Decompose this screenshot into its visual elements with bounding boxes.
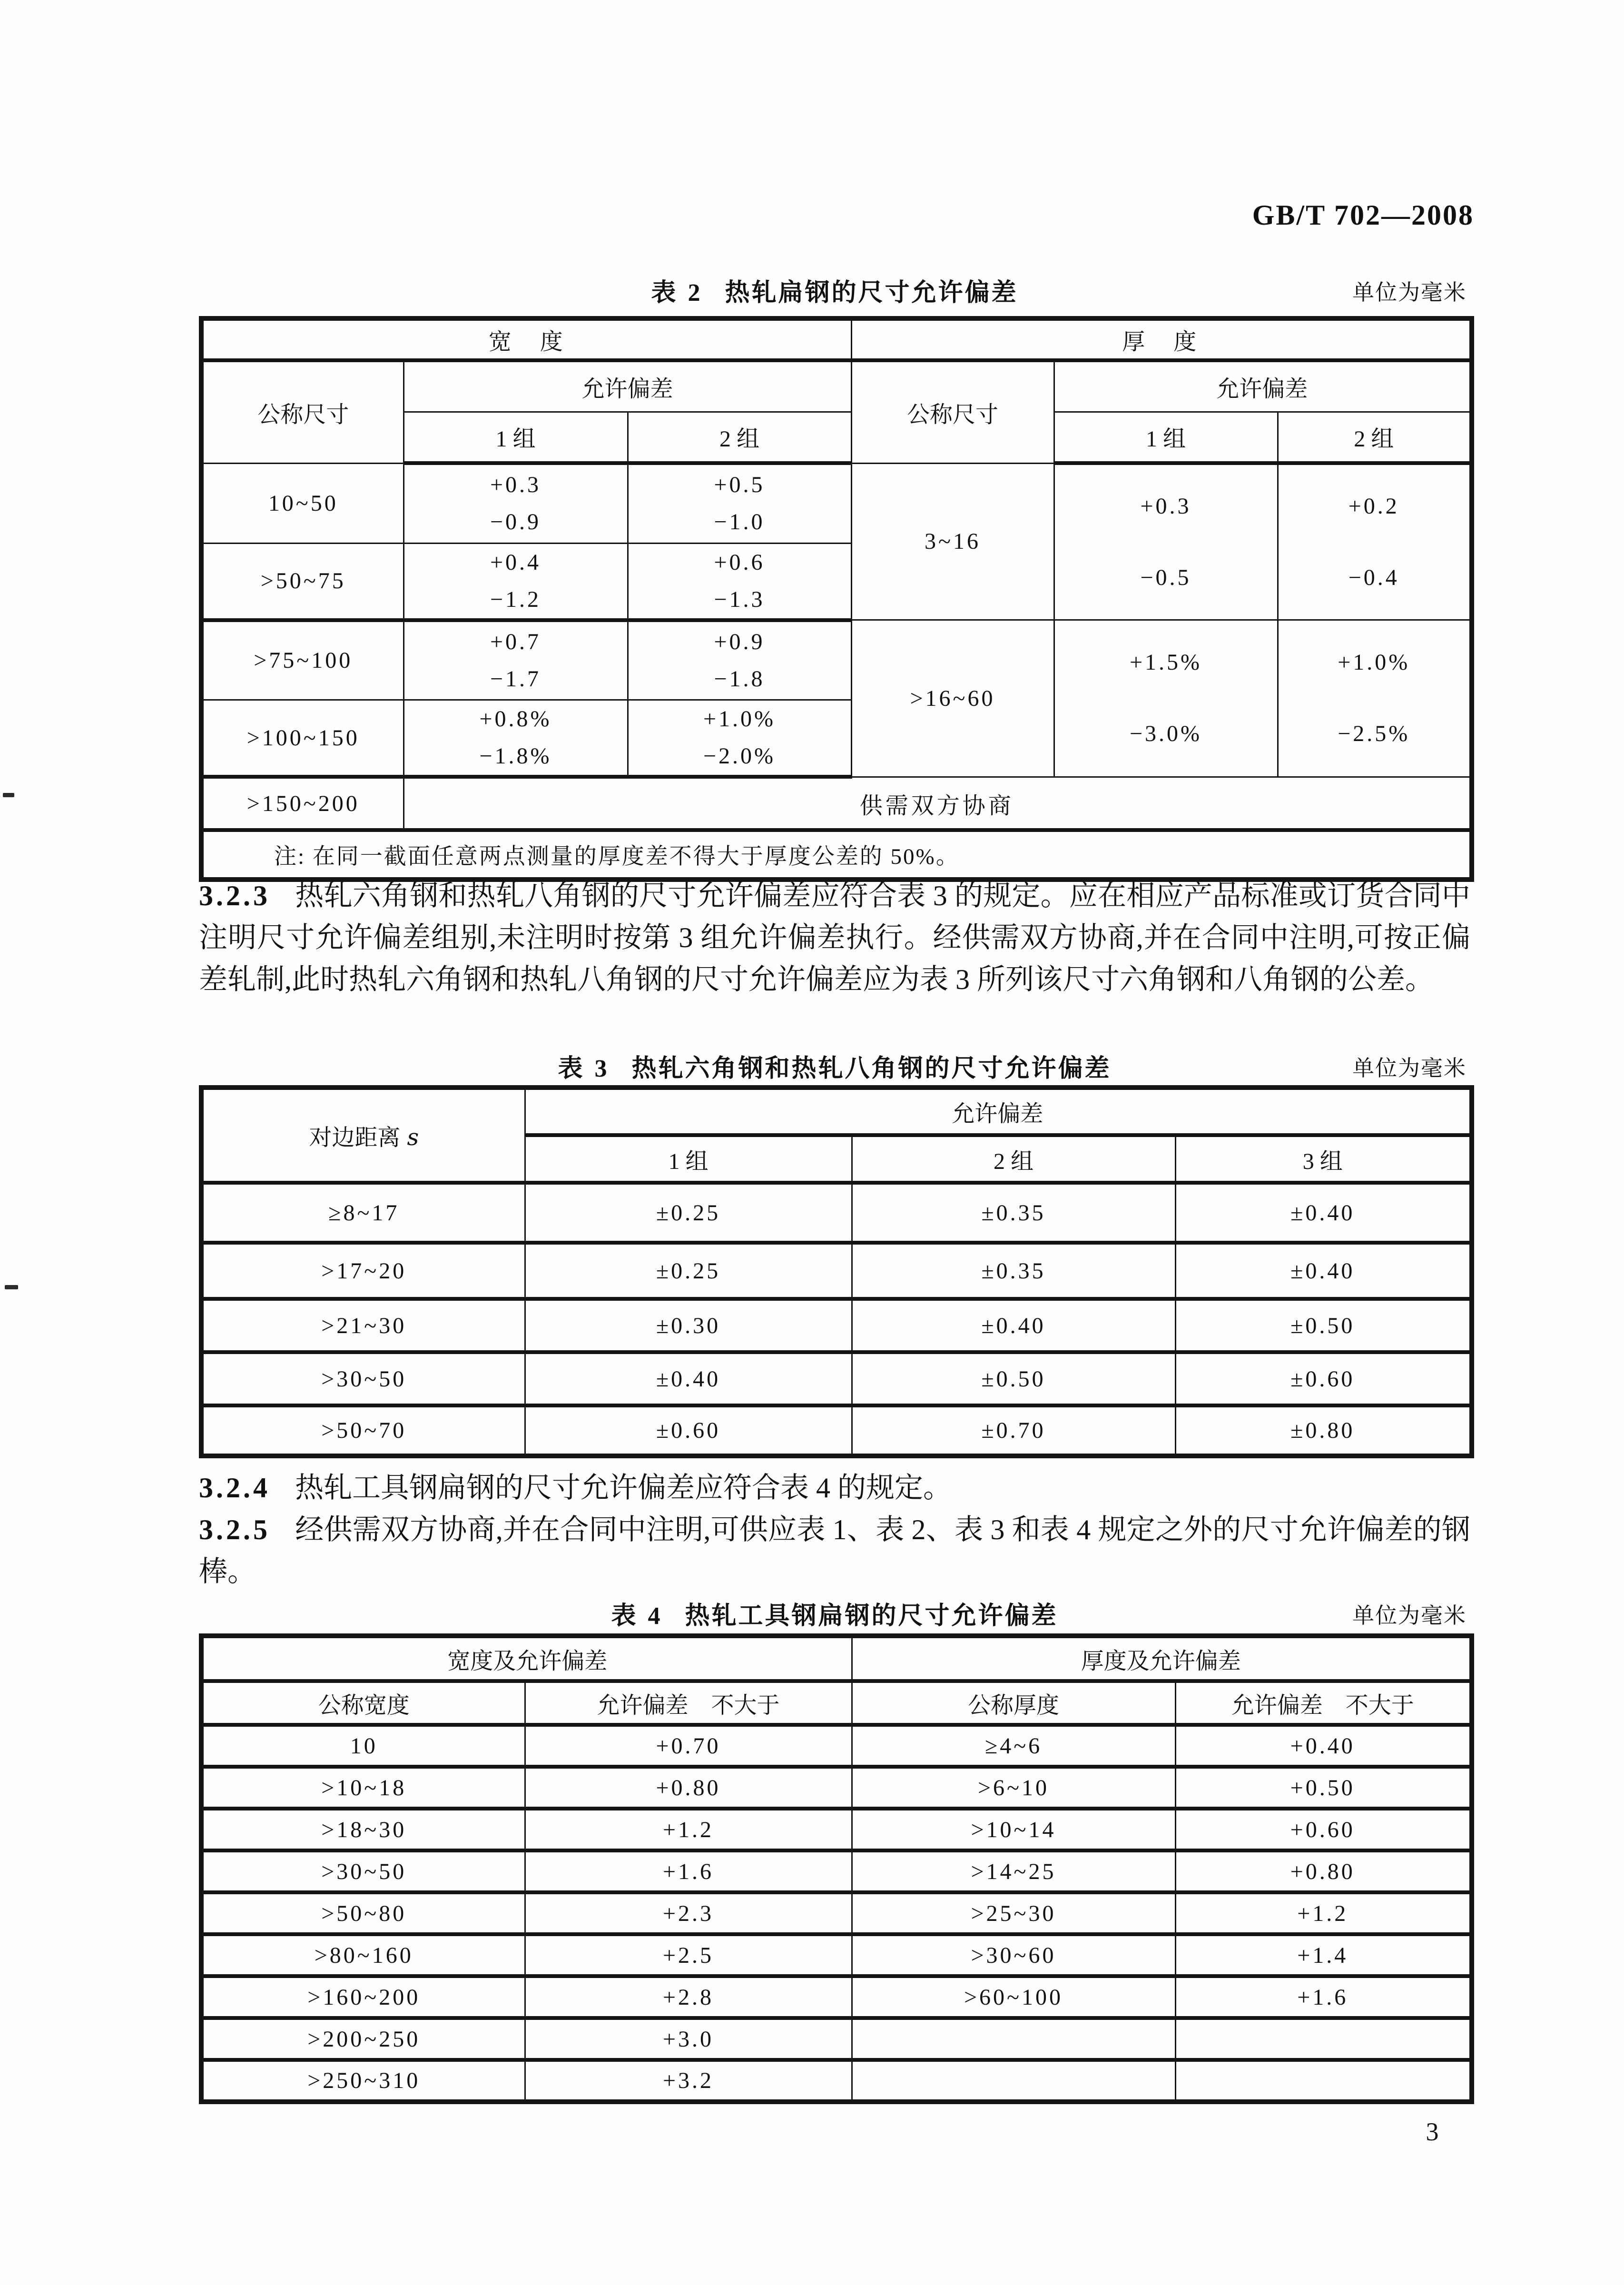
t4-cell-size: >25~30	[852, 1892, 1175, 1934]
scan-artifact	[3, 793, 14, 797]
t4-width-dev-header: 允许偏差 不大于	[525, 1681, 852, 1725]
clause-text: 经供需双方协商,并在合同中注明,可供应表 1、表 2、表 3 和表 4 规定之外的尺寸允许偏差的钢棒。	[199, 1514, 1470, 1587]
t2-cell-dev	[628, 700, 851, 777]
t3-group1-header: 1 组	[525, 1135, 852, 1183]
table2-caption-label: 表 2	[651, 279, 703, 307]
t2-cell-dev	[1278, 463, 1472, 620]
t3-cell-dev: ±0.60	[1175, 1352, 1472, 1405]
t2-cell-dev	[628, 543, 851, 620]
clause-number: 3.2.3	[199, 880, 270, 911]
dev-minus: −2.0%	[703, 743, 776, 769]
table4-caption	[199, 1595, 1470, 1631]
t3-cell-size: >50~70	[201, 1405, 525, 1456]
t4-cell-dev: +1.2	[525, 1809, 852, 1850]
clause-3-2-3	[199, 875, 1470, 1000]
t4-cell-dev: +1.4	[1175, 1934, 1472, 1976]
t3-cell-dev: ±0.25	[525, 1183, 852, 1243]
t3-cell-dev: ±0.50	[852, 1352, 1175, 1405]
t4-cell-dev: +0.80	[525, 1767, 852, 1809]
t3-cell-dev: ±0.40	[1175, 1183, 1472, 1243]
t4-thickness-name-header: 公称厚度	[852, 1681, 1175, 1725]
t2-cell-dev	[628, 463, 851, 543]
table4-caption-label: 表 4	[611, 1602, 663, 1630]
t4-cell-dev: +1.6	[1175, 1976, 1472, 2018]
t2-cell-dev	[404, 463, 628, 543]
t4-cell-dev: +2.8	[525, 1976, 852, 2018]
t3-cell-dev: ±0.40	[852, 1299, 1175, 1352]
t4-thickness-group-header: 厚度及允许偏差	[852, 1636, 1472, 1681]
t2-negotiate-cell: 供需双方协商	[404, 777, 1472, 830]
table2-flat-steel-tolerances	[199, 316, 1474, 882]
dev-plus: +1.5%	[1129, 650, 1202, 675]
clause-3-2-5	[199, 1509, 1470, 1593]
table4-tool-steel-tolerances	[199, 1633, 1474, 2104]
t3-dim-header	[201, 1088, 525, 1183]
t4-cell-dev: +1.6	[525, 1850, 852, 1892]
t2-cell-dev	[628, 620, 851, 700]
t2-cell-dev	[404, 700, 628, 777]
t4-cell-size: >50~80	[201, 1892, 525, 1934]
t2-cell-dev	[1278, 620, 1472, 777]
dev-minus: −2.5%	[1338, 721, 1410, 747]
t4-cell-dev: +0.60	[1175, 1809, 1472, 1850]
dev-plus: +1.0%	[1338, 650, 1410, 675]
t3-cell-dev: ±0.60	[525, 1405, 852, 1456]
t3-cell-size: ≥8~17	[201, 1183, 525, 1243]
t4-cell-empty	[1175, 2060, 1472, 2102]
t2-cell-size: >16~60	[851, 620, 1054, 777]
t4-cell-dev: +0.40	[1175, 1725, 1472, 1767]
t4-cell-dev: +2.5	[525, 1934, 852, 1976]
dev-minus: −1.7	[490, 666, 541, 692]
t4-cell-size: >6~10	[852, 1767, 1175, 1809]
t3-cell-dev: ±0.40	[525, 1352, 852, 1405]
t3-dev-header: 允许偏差	[525, 1088, 1472, 1135]
t2-cell-dev	[1054, 463, 1278, 620]
t4-cell-size: >60~100	[852, 1976, 1175, 2018]
t3-group3-header: 3 组	[1175, 1135, 1472, 1183]
dev-minus: −1.8%	[479, 743, 552, 769]
t3-cell-dev: ±0.80	[1175, 1405, 1472, 1456]
dev-plus: +0.5	[714, 472, 765, 498]
t4-cell-empty	[1175, 2018, 1472, 2060]
t2-cell-dev	[1054, 620, 1278, 777]
t3-cell-dev: ±0.50	[1175, 1299, 1472, 1352]
table4-unit-label: 单位为毫米	[1352, 1603, 1467, 1628]
t2-thickness-group1-header: 1 组	[1054, 412, 1278, 463]
table2-caption-title: 热轧扁钢的尺寸允许偏差	[725, 279, 1018, 307]
t4-cell-dev: +3.0	[525, 2018, 852, 2060]
t2-cell-size: >100~150	[201, 700, 404, 777]
table3-hexagon-octagon-tolerances	[199, 1085, 1474, 1458]
t2-width-group1-header: 1 组	[404, 412, 628, 463]
t2-thickness-dev-header: 允许偏差	[1054, 360, 1472, 412]
page-number: 3	[1426, 2117, 1439, 2146]
dev-plus: +1.0%	[703, 706, 776, 732]
scan-artifact	[5, 1285, 18, 1289]
t4-cell-empty	[852, 2018, 1175, 2060]
t3-cell-size: >17~20	[201, 1243, 525, 1299]
t3-cell-dev: ±0.40	[1175, 1243, 1472, 1299]
t2-thickness-group-header: 厚 度	[851, 318, 1472, 360]
t4-width-group-header: 宽度及允许偏差	[201, 1636, 852, 1681]
t3-group2-header: 2 组	[852, 1135, 1175, 1183]
t3-cell-dev: ±0.25	[525, 1243, 852, 1299]
clause-text: 热轧六角钢和热轧八角钢的尺寸允许偏差应符合表 3 的规定。应在相应产品标准或订货合同中注明尺寸允许偏差组别,未注明时按第 3 组允许偏差执行。经供需双方协商,并在合同中注明,可按正偏差轧制,此时热轧六角钢和热轧八角钢的尺寸允许偏差应为表 3 所列该尺寸六角钢和八角钢的公差。	[199, 880, 1470, 995]
t2-cell-dev	[404, 543, 628, 620]
table3-unit-label: 单位为毫米	[1352, 1056, 1467, 1080]
t4-cell-dev: +3.2	[525, 2060, 852, 2102]
t4-cell-size: 10	[201, 1725, 525, 1767]
t3-cell-dev: ±0.70	[852, 1405, 1175, 1456]
t4-cell-dev: +0.50	[1175, 1767, 1472, 1809]
dev-minus: −1.3	[714, 586, 765, 612]
t3-cell-size: >21~30	[201, 1299, 525, 1352]
t4-cell-dev: +1.2	[1175, 1892, 1472, 1934]
table2-caption	[199, 272, 1470, 308]
t2-thickness-group2-header: 2 组	[1278, 412, 1472, 463]
dev-minus: −1.8	[714, 666, 765, 692]
dev-plus: +0.2	[1348, 494, 1399, 519]
clauses-3-2-4-and-3-2-5	[199, 1467, 1470, 1593]
t4-cell-size: >30~50	[201, 1850, 525, 1892]
clause-text: 热轧工具钢扁钢的尺寸允许偏差应符合表 4 的规定。	[295, 1472, 952, 1504]
t3-cell-size: >30~50	[201, 1352, 525, 1405]
dev-plus: +0.6	[714, 549, 765, 575]
t2-cell-size: 10~50	[201, 463, 404, 543]
t4-cell-size: >18~30	[201, 1809, 525, 1850]
t4-cell-size: >250~310	[201, 2060, 525, 2102]
t4-cell-empty	[852, 2060, 1175, 2102]
dev-plus: +0.4	[490, 549, 541, 575]
t4-cell-size: >30~60	[852, 1934, 1175, 1976]
table3-caption	[199, 1048, 1470, 1084]
t4-cell-dev: +0.80	[1175, 1850, 1472, 1892]
dev-minus: −1.0	[714, 509, 765, 535]
clause-3-2-4	[199, 1467, 1470, 1509]
t3-cell-dev: ±0.30	[525, 1299, 852, 1352]
dev-plus: +0.3	[1140, 494, 1191, 519]
t3-dim-label: 对边距离	[309, 1125, 401, 1150]
t4-width-name-header: 公称宽度	[201, 1681, 525, 1725]
dev-minus: −1.2	[490, 586, 541, 612]
t3-cell-dev: ±0.35	[852, 1243, 1175, 1299]
t2-width-dev-header: 允许偏差	[404, 360, 851, 412]
clause-number: 3.2.4	[199, 1472, 270, 1504]
t4-cell-size: ≥4~6	[852, 1725, 1175, 1767]
standard-code: GB/T 702—2008	[1252, 199, 1474, 231]
t2-width-group-header: 宽 度	[201, 318, 851, 360]
dev-plus: +0.7	[490, 629, 541, 654]
dev-plus: +0.8%	[479, 706, 552, 732]
t2-cell-dev	[404, 620, 628, 700]
dev-minus: −3.0%	[1129, 721, 1202, 747]
t4-cell-size: >14~25	[852, 1850, 1175, 1892]
t3-cell-dev: ±0.35	[852, 1183, 1175, 1243]
table3-caption-title: 热轧六角钢和热轧八角钢的尺寸允许偏差	[631, 1055, 1112, 1082]
t2-cell-size: 3~16	[851, 463, 1054, 620]
t2-note: 注: 在同一截面任意两点测量的厚度差不得大于厚度公差的 50%。	[201, 830, 1472, 880]
dev-minus: −0.9	[490, 509, 541, 535]
t2-cell-size: >50~75	[201, 543, 404, 620]
t2-thickness-nominal-header: 公称尺寸	[851, 360, 1054, 463]
t2-cell-size: >75~100	[201, 620, 404, 700]
t2-cell-size: >150~200	[201, 777, 404, 830]
table3-caption-label: 表 3	[558, 1055, 610, 1082]
t4-cell-size: >10~14	[852, 1809, 1175, 1850]
t4-cell-size: >80~160	[201, 1934, 525, 1976]
dev-plus: +0.3	[490, 472, 541, 498]
table2-unit-label: 单位为毫米	[1352, 280, 1467, 305]
t4-cell-dev: +0.70	[525, 1725, 852, 1767]
t4-thickness-dev-header: 允许偏差 不大于	[1175, 1681, 1472, 1725]
t3-dim-symbol: s	[407, 1124, 419, 1151]
dev-minus: −0.4	[1348, 565, 1399, 590]
t4-cell-size: >200~250	[201, 2018, 525, 2060]
t2-width-nominal-header: 公称尺寸	[201, 360, 404, 463]
dev-minus: −0.5	[1140, 565, 1191, 590]
t4-cell-size: >10~18	[201, 1767, 525, 1809]
t2-width-group2-header: 2 组	[628, 412, 851, 463]
dev-plus: +0.9	[714, 629, 765, 654]
clause-number: 3.2.5	[199, 1514, 270, 1545]
t4-cell-size: >160~200	[201, 1976, 525, 2018]
table4-caption-title: 热轧工具钢扁钢的尺寸允许偏差	[685, 1602, 1058, 1630]
t4-cell-dev: +2.3	[525, 1892, 852, 1934]
